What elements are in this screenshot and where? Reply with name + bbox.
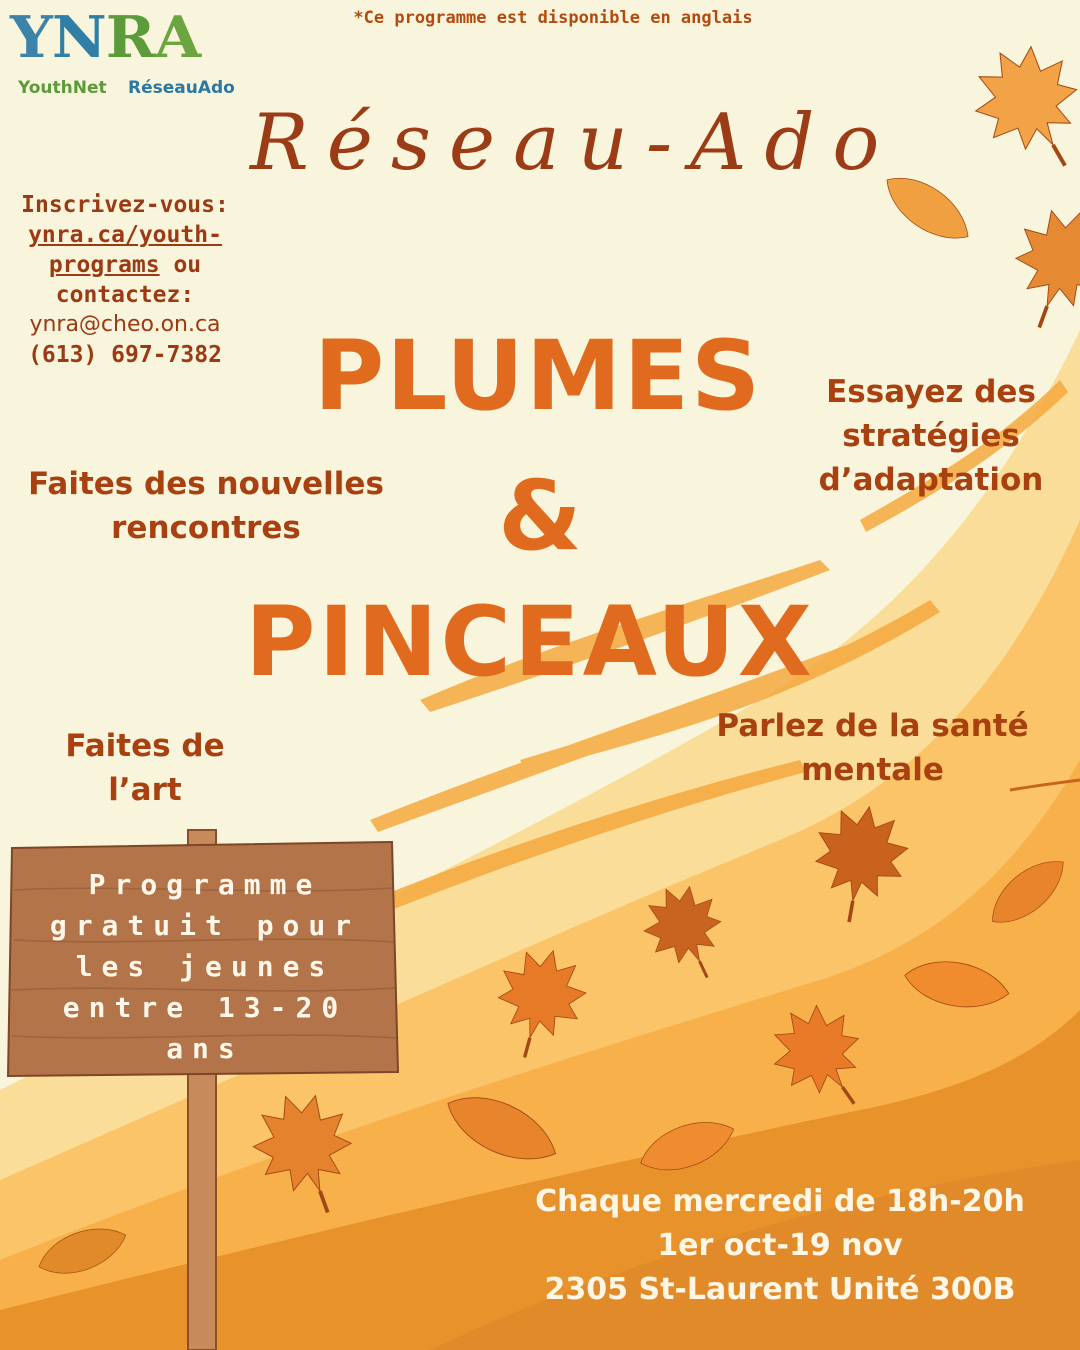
contact-phone: (613) 697-7382 [28, 342, 222, 368]
feature-strategies-line: stratégies [842, 418, 1020, 454]
logo-letter-a: A [154, 4, 201, 72]
feature-sante-mentale [690, 704, 1055, 792]
logo-letter-r: R [105, 4, 155, 72]
register-heading: Inscrivez-vous: [21, 192, 229, 218]
feature-rencontres [0, 462, 412, 550]
sign-line: gratuit pour [49, 909, 361, 942]
language-note: *Ce programme est disponible en anglais [353, 8, 753, 28]
registration-block [0, 190, 250, 370]
logo-youthnet-label: YouthNet [18, 78, 107, 98]
sign-line: Programme [88, 868, 322, 901]
feature-art [40, 724, 250, 812]
event-dates: 1er oct-19 nov [657, 1228, 903, 1263]
register-ou: ou [159, 252, 202, 278]
feature-rencontres-line: rencontres [111, 510, 301, 546]
title-pinceaux: PINCEAUX [245, 586, 815, 698]
event-details [480, 1180, 1080, 1312]
script-title: Réseau-Ado [250, 98, 898, 188]
logo-wordmark [10, 4, 201, 72]
feature-rencontres-line: Faites des nouvelles [28, 466, 384, 502]
event-address: 2305 St-Laurent Unité 300B [544, 1272, 1016, 1307]
ynra-logo [10, 4, 250, 104]
title-plumes: PLUMES [313, 320, 763, 432]
sign-text [12, 864, 398, 1069]
contact-email[interactable]: ynra@cheo.on.ca [29, 312, 221, 337]
registration-link[interactable]: ynra.ca/youth- [28, 222, 222, 248]
logo-letter-y: Y [10, 4, 52, 72]
logo-reseauado-label: RéseauAdo [128, 78, 235, 98]
feature-strategies-line: d’adaptation [818, 462, 1044, 498]
feature-art-line: Faites de [65, 728, 225, 764]
logo-letter-n: N [51, 4, 106, 72]
title-ampersand: & [498, 460, 582, 572]
feature-art-line: l’art [108, 772, 182, 808]
feature-strategies-line: Essayez des [826, 374, 1036, 410]
feature-sante-line: Parlez de la santé [716, 708, 1029, 744]
feature-strategies [800, 370, 1062, 502]
registration-link-cont[interactable]: programs [48, 252, 160, 278]
sign-line: les jeunes [75, 950, 335, 983]
sign-line: ans [166, 1032, 244, 1065]
feature-sante-line: mentale [801, 752, 944, 788]
register-contact-label: contactez: [55, 282, 195, 308]
wooden-sign [0, 828, 420, 1350]
event-schedule: Chaque mercredi de 18h-20h [535, 1184, 1025, 1219]
sign-line: entre 13-20 [62, 991, 348, 1024]
